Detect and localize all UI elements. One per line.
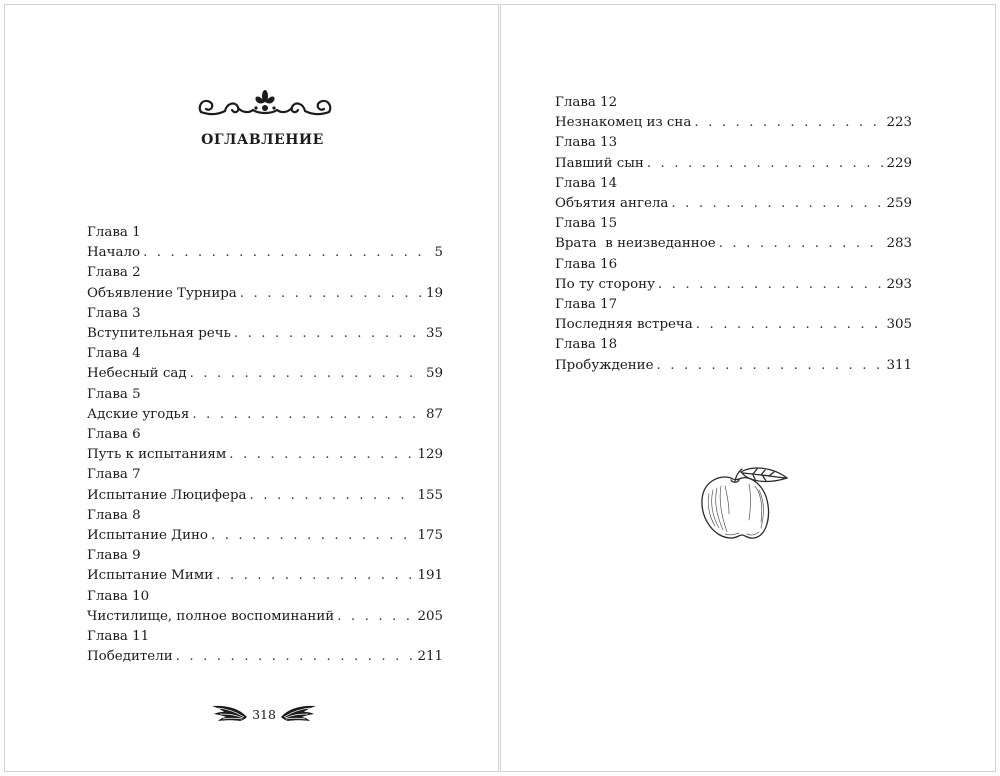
toc-heading: ОГЛАВЛЕНИЕ	[201, 132, 324, 148]
toc-entry[interactable]	[87, 263, 443, 303]
chapter-label: Глава 3	[87, 305, 141, 321]
toc-entry[interactable]	[87, 425, 443, 465]
chapter-page: 19	[425, 285, 443, 301]
chapter-title: Объятия ангела	[555, 196, 669, 212]
chapter-page: 229	[886, 155, 912, 171]
chapter-page: 35	[425, 326, 443, 342]
chapter-page: 311	[886, 357, 912, 373]
dot-leader	[696, 315, 884, 335]
dot-leader	[176, 647, 415, 667]
chapter-page: 59	[425, 366, 443, 382]
toc-entry[interactable]	[555, 255, 912, 295]
chapter-title: Испытание Дино	[87, 528, 208, 544]
chapter-page: 175	[417, 528, 443, 544]
left-wing-icon	[210, 703, 248, 725]
chapter-page: 293	[886, 276, 912, 292]
toc-entry[interactable]	[555, 93, 912, 133]
right-wing-icon	[280, 703, 318, 725]
toc-entry[interactable]	[87, 506, 443, 546]
chapter-title: По ту сторону	[555, 276, 655, 292]
toc-entry[interactable]	[87, 627, 443, 667]
chapter-title: Павший сын	[555, 155, 644, 171]
dot-leader	[671, 194, 883, 214]
chapter-label: Глава 2	[87, 265, 141, 281]
toc-entry[interactable]	[87, 587, 443, 627]
chapter-label: Глава 5	[87, 386, 141, 402]
toc-entry[interactable]	[555, 295, 912, 335]
chapter-page: 283	[886, 236, 912, 252]
toc-entry[interactable]	[87, 546, 443, 586]
toc-entry[interactable]	[555, 214, 912, 254]
dot-leader	[658, 275, 883, 295]
dot-leader	[216, 566, 414, 586]
chapter-label: Глава 9	[87, 548, 141, 564]
chapter-label: Глава 10	[87, 588, 150, 604]
chapter-title: Путь к испытаниям	[87, 447, 227, 463]
chapter-title: Небесный сад	[87, 366, 187, 382]
chapter-title: Победители	[87, 649, 173, 665]
chapter-label: Глава 6	[87, 427, 141, 443]
chapter-label: Глава 1	[87, 225, 141, 240]
toc-entry[interactable]	[555, 133, 912, 173]
chapter-label: Глава 13	[555, 135, 618, 151]
chapter-page: 191	[417, 568, 443, 584]
dot-leader	[250, 486, 415, 506]
chapter-label: Глава 8	[87, 507, 141, 523]
chapter-label: Глава 14	[555, 175, 618, 191]
toc-left-column	[87, 223, 443, 667]
flourish-ornament-icon	[195, 86, 335, 122]
toc-entry[interactable]	[87, 385, 443, 425]
toc-entry[interactable]	[87, 304, 443, 344]
chapter-page: 5	[434, 245, 443, 261]
chapter-title: Вступительная речь	[87, 326, 231, 342]
chapter-title: Последняя встреча	[555, 317, 693, 333]
dot-leader	[211, 526, 414, 546]
chapter-page: 259	[886, 196, 912, 212]
chapter-label: Глава 18	[555, 337, 618, 353]
chapter-label: Глава 15	[555, 216, 618, 232]
chapter-page: 155	[417, 487, 443, 503]
apple-icon	[695, 464, 795, 544]
dot-leader	[190, 364, 423, 384]
chapter-page: 205	[417, 608, 443, 624]
dot-leader	[647, 154, 884, 174]
chapter-label: Глава 4	[87, 346, 141, 362]
chapter-label: Глава 11	[87, 629, 150, 645]
dot-leader	[229, 445, 414, 465]
chapter-title: Адские угодья	[87, 406, 190, 422]
chapter-title: Врата в неизведанное	[555, 236, 716, 252]
chapter-page: 223	[886, 115, 912, 131]
toc-entry[interactable]	[87, 223, 443, 263]
chapter-title: Чистилище, полное воспоминаний	[87, 608, 335, 624]
chapter-page: 87	[425, 406, 443, 422]
toc-entry[interactable]	[87, 465, 443, 505]
chapter-page: 129	[417, 447, 443, 463]
dot-leader	[240, 284, 423, 304]
chapter-label: Глава 12	[555, 95, 618, 110]
toc-right-column	[555, 93, 912, 376]
dot-leader	[192, 405, 423, 425]
page-number: 318	[252, 706, 276, 722]
chapter-title: Пробуждение	[555, 357, 654, 373]
dot-leader	[657, 356, 884, 376]
chapter-label: Глава 17	[555, 297, 618, 313]
toc-entry[interactable]	[555, 174, 912, 214]
chapter-label: Глава 16	[555, 256, 618, 272]
dot-leader	[234, 324, 423, 344]
dot-leader	[337, 607, 414, 627]
chapter-title: Начало	[87, 245, 141, 261]
toc-entry[interactable]	[555, 335, 912, 375]
chapter-title: Объявление Турнира	[87, 285, 237, 301]
dot-leader	[719, 234, 884, 254]
toc-entry[interactable]	[87, 344, 443, 384]
chapter-title: Незнакомец из сна	[555, 115, 692, 131]
page-folio	[208, 700, 320, 728]
chapter-title: Испытание Мими	[87, 568, 214, 584]
chapter-label: Глава 7	[87, 467, 141, 483]
dot-leader	[143, 243, 431, 263]
chapter-title: Испытание Люцифера	[87, 487, 247, 503]
chapter-page: 211	[417, 649, 443, 665]
chapter-page: 305	[886, 317, 912, 333]
dot-leader	[694, 113, 883, 133]
